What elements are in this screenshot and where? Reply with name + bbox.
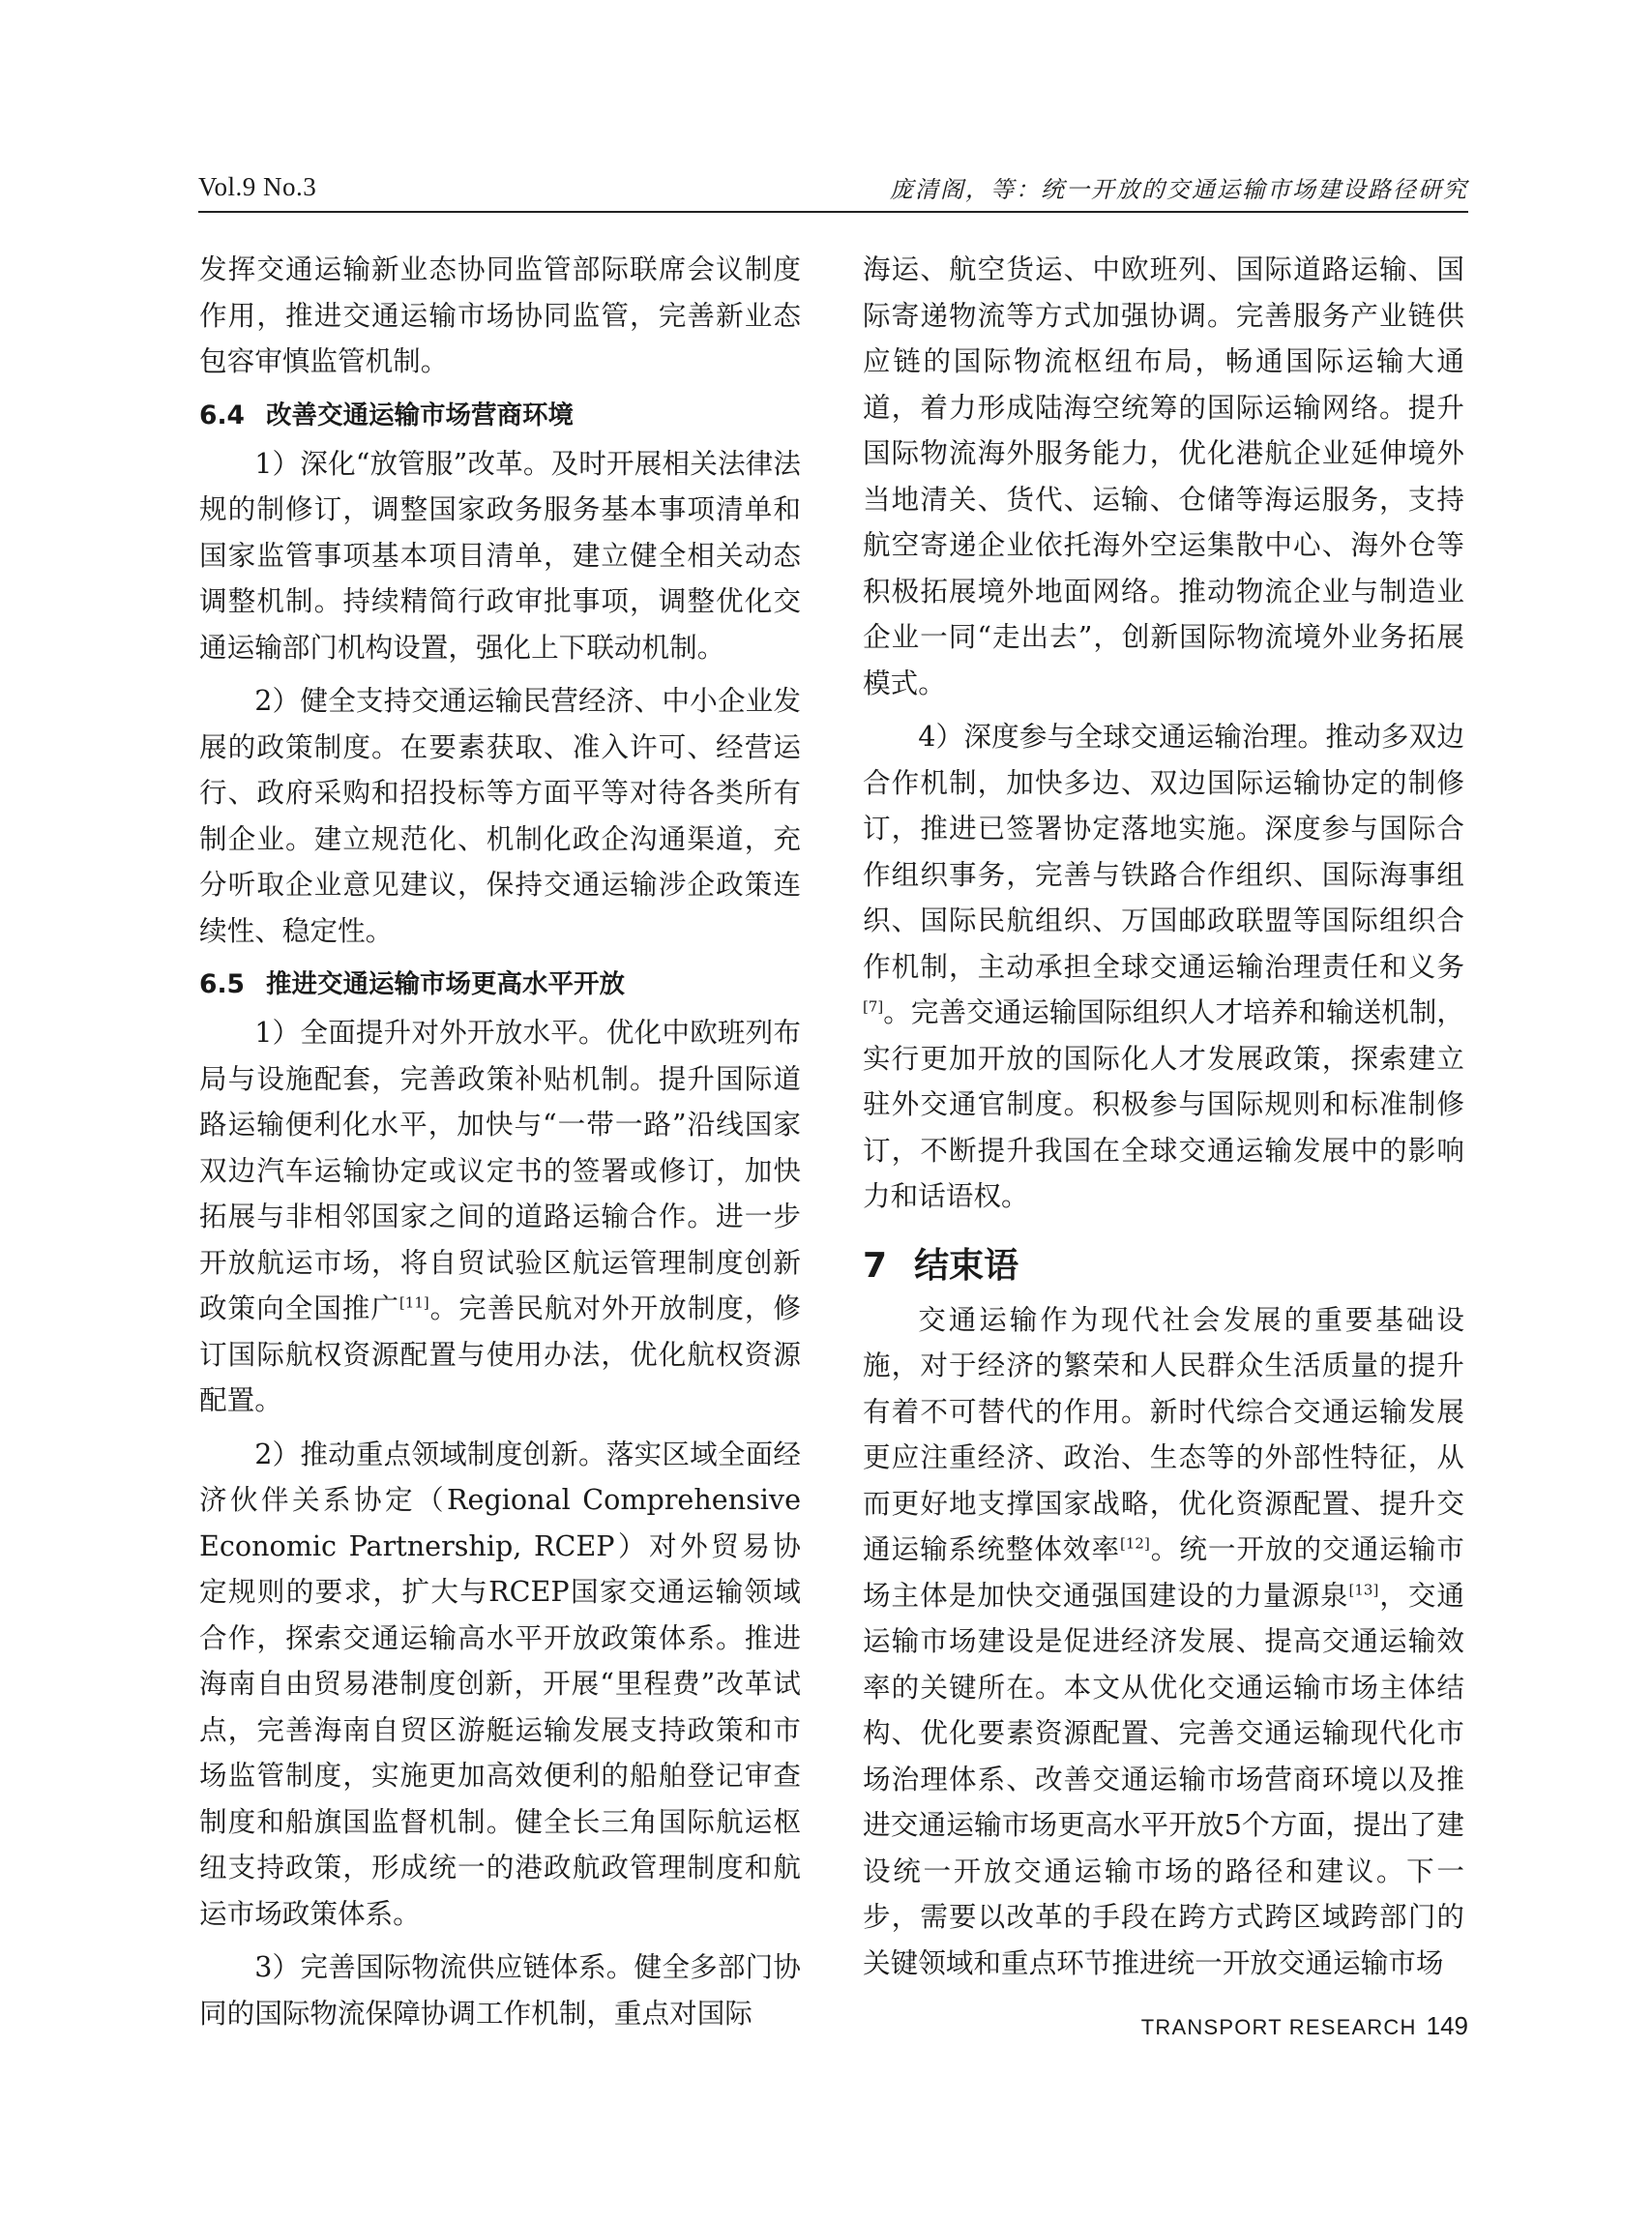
page-number: 149: [1426, 2011, 1468, 2040]
right-column: [863, 247, 1464, 1994]
journal-name: TRANSPORT RESEARCH: [1140, 2015, 1417, 2039]
paragraph: 2）健全支持交通运输民营经济、中小企业发展的政策制度。在要素获取、准入许可、经营运行、政府采购和招投标等方面平等对待各类所有制企业。建立规范化、机制化政企沟通渠道，充分听取企业意见建议，保持交通运输涉企政策连续性、稳定性。: [199, 684, 801, 947]
paragraph-text: 。统一开放的交通运输市场主体是加快交通强国建设的力量源泉: [863, 1532, 1464, 1612]
paragraph: 2）推动重点领域制度创新。落实区域全面经济伙伴关系协定（Regional Comprehensive Economic Partnership, RCEP）对外贸易协定规则的要求，扩大与RCEP国家交通运输领域合作，探索交通运输高水平开放政策体系。推进海南自由贸易港制度创新，开展“里程费”改革试点，完善海南自贸区游艇运输发展支持政策和市场监管制度，实施更加高效便利的船舶登记审查制度和船旗国监督机制。健全长三角国际航运枢纽支持政策，形成统一的港政航政管理制度和航运市场政策体系。: [199, 1437, 801, 1930]
paragraph-text: 。完善交通运输国际组织人才培养和输送机制，实行更加开放的国际化人才发展政策，探索建立驻外交通官制度。积极参与国际规则和标准制修订，不断提升我国在全球交通运输发展中的影响力和话语权。: [863, 995, 1464, 1212]
paragraph: 1）深化“放管服”改革。及时开展相关法律法规的制修订，调整国家政务服务基本事项清单和国家监管事项基本项目清单，建立健全相关动态调整机制。持续精简行政审批事项，调整优化交通运输部门机构设置，强化上下联动机制。: [199, 446, 801, 664]
citation-ref[interactable]: [12]: [1120, 1534, 1150, 1553]
section-number: 7: [863, 1245, 888, 1286]
paragraph: [863, 714, 1464, 1220]
subsection-title: 推进交通运输市场更高水平开放: [265, 969, 625, 999]
running-header-title: 庞清阁，等：统一开放的交通运输市场建设路径研究: [890, 176, 1468, 203]
subsection-heading-6-5: [199, 962, 801, 1008]
paragraph-text: 交通运输作为现代社会发展的重要基础设施，对于经济的繁荣和人民群众生活质量的提升有着不可替代的作用。新时代综合交通运输发展更应注重经济、政治、生态等的外部性特征，从而更好地支撑国家战略，优化资源配置、提升交通运输系统整体效率: [863, 1302, 1464, 1565]
citation-ref[interactable]: [7]: [863, 997, 884, 1016]
header-rule: [198, 211, 1468, 213]
paragraph: [863, 1297, 1464, 1987]
running-header-volume: Vol.9 No.3: [198, 172, 317, 201]
paragraph: 3）完善国际物流供应链体系。健全多部门协同的国际物流保障协调工作机制，重点对国际: [199, 1950, 801, 2030]
section-title: 结束语: [914, 1245, 1019, 1286]
citation-ref[interactable]: [11]: [398, 1293, 429, 1312]
citation-ref[interactable]: [13]: [1348, 1580, 1379, 1598]
subsection-number: 6.4: [199, 400, 245, 430]
section-heading-7: [863, 1239, 1464, 1293]
left-column: [199, 247, 801, 2044]
paragraph: 海运、航空货运、中欧班列、国际道路运输、国际寄递物流等方式加强协调。完善服务产业链供应链的国际物流枢纽布局，畅通国际运输大通道，着力形成陆海空统筹的国际运输网络。提升国际物流海外服务能力，优化港航企业延伸境外当地清关、货代、运输、仓储等海运服务，支持航空寄递企业依托海外空运集散中心、海外仓等积极拓展境外地面网络。推动物流企业与制造业企业一同“走出去”，创新国际物流境外业务拓展模式。: [863, 252, 1464, 699]
paragraph-text: 1）全面提升对外开放水平。优化中欧班列布局与设施配套，完善政策补贴机制。提升国际道路运输便利化水平，加快与“一带一路”沿线国家双边汽车运输协定或议定书的签署或修订，加快拓展与非相邻国家之间的道路运输合作。进一步开放航运市场，将自贸试验区航运管理制度创新政策向全国推广: [199, 1016, 801, 1324]
subsection-heading-6-4: [199, 393, 801, 439]
paragraph: [199, 1010, 801, 1424]
page-footer: [1141, 2011, 1468, 2041]
paragraph-text: 4）深度参与全球交通运输治理。推动多双边合作机制，加快多边、双边国际运输协定的制修订，推进已签署协定落地实施。深度参与国际合作组织事务，完善与铁路合作组织、国际海事组织、国际民航组织、万国邮政联盟等国际组织合作机制，主动承担全球交通运输治理责任和义务: [863, 720, 1464, 983]
subsection-number: 6.5: [199, 969, 245, 999]
paragraph-text: 。完善民航对外开放制度，修订国际航权资源配置与使用办法，优化航权资源配置。: [199, 1291, 801, 1416]
subsection-title: 改善交通运输市场营商环境: [265, 400, 574, 430]
paragraph: 发挥交通运输新业态协同监管部际联席会议制度作用，推进交通运输市场协同监管，完善新业态包容审慎监管机制。: [199, 252, 801, 377]
paragraph-text: ，交通运输市场建设是促进经济发展、提高交通运输效率的关键所在。本文从优化交通运输市场主体结构、优化要素资源配置、完善交通运输现代化市场治理体系、改善交通运输市场营商环境以及推进交通运输市场更高水平开放5个方面，提出了建设统一开放交通运输市场的路径和建议。下一步，需要以改革的手段在跨方式跨区域跨部门的关键领域和重点环节推进统一开放交通运输市场: [863, 1578, 1464, 1979]
